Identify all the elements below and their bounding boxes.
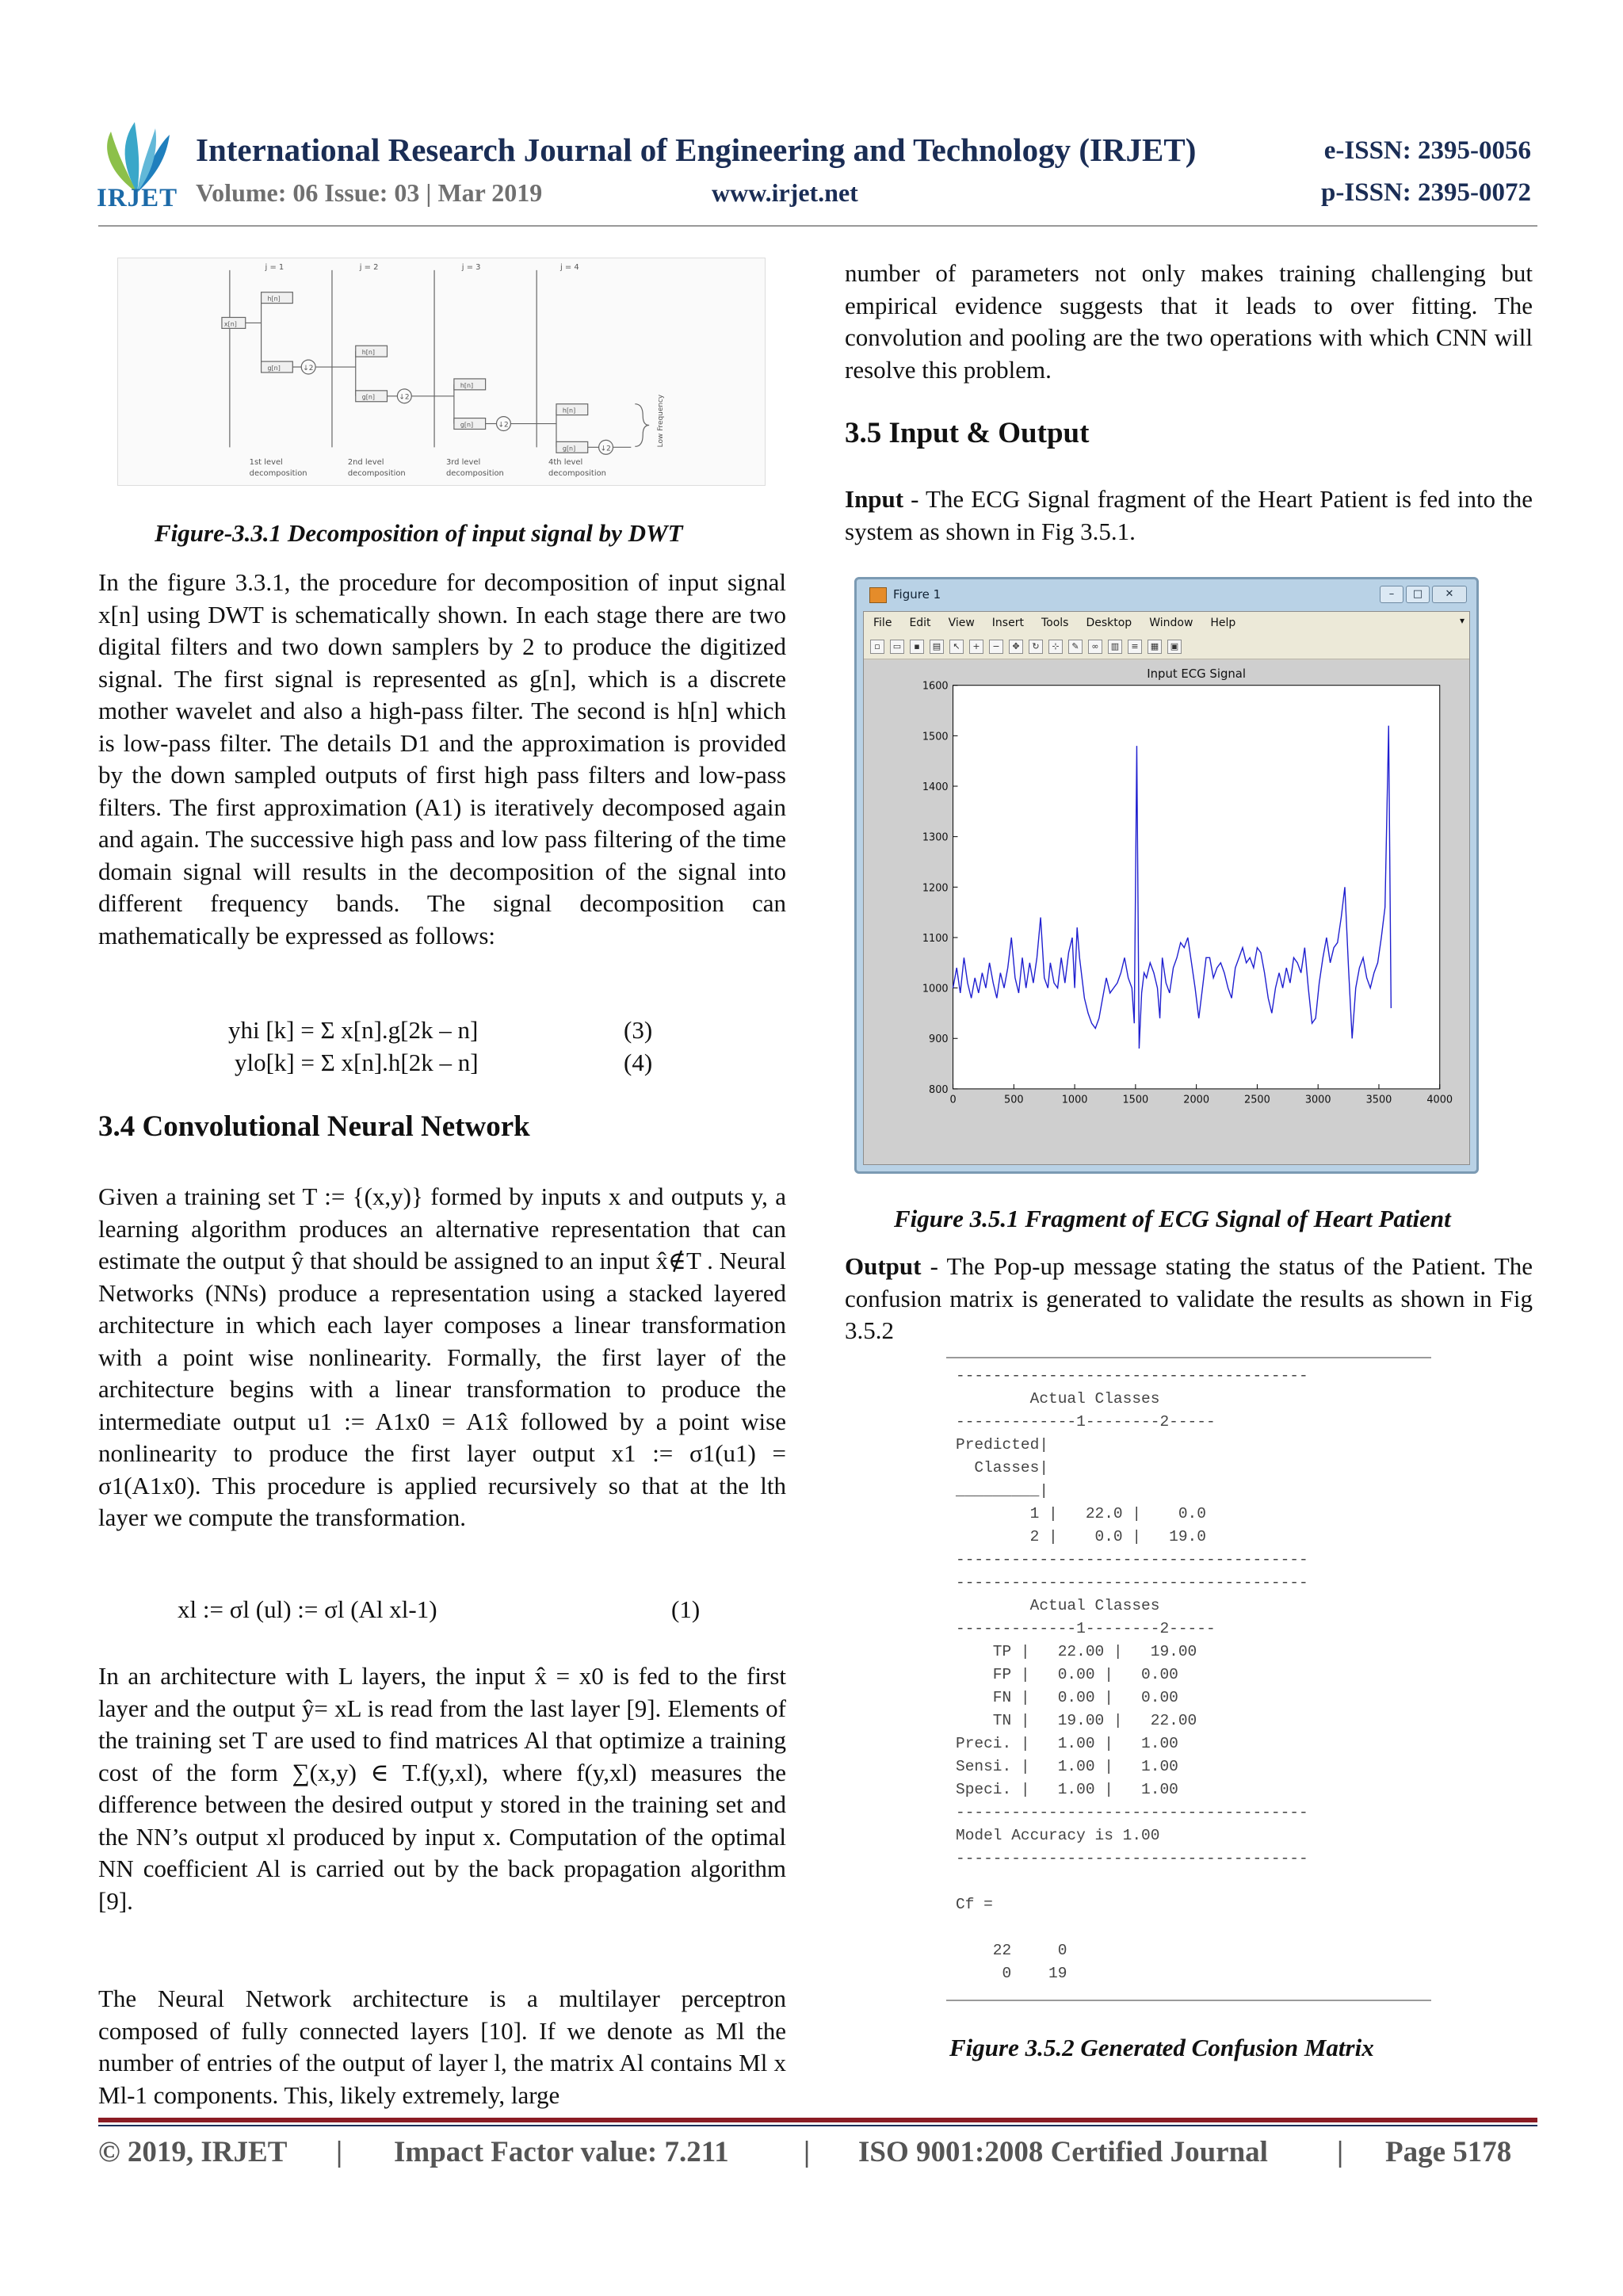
dwt-down3: ↓2 [498, 421, 509, 430]
figure-351-caption: Figure 3.5.1 Fragment of ECG Signal of Heart Patient [894, 1205, 1451, 1232]
dwt-label-j2: j = 2 [359, 262, 379, 272]
footer-page-number: Page 5178 [1385, 2136, 1512, 2168]
paragraph-dwt: In the figure 3.3.1, the procedure for decomposition of input signal x[n] using DWT is schematically shown. In each stage there are two digital filters and two down samplers by 2 to produce the digitized signal. The first signal is represented as g[n], which is a discrete mother wavelet and also a high-pass filter. The second is h[n] which is low-pass filter. The details D1 and the approximation is provided by the down sampled outputs of first high pass filters and low-pass filters. The first approximation (A1) is iteratively decomposed again and again. The successive high pass and low pass filtering of the time domain signal will results in the decomposition of the signal into different frequency bands. The signal decomposition can mathematically be expressed as follows: [98, 568, 786, 949]
menu-bar [864, 612, 1469, 634]
section-heading-3-4: 3.4 Convolutional Neural Network [98, 1110, 530, 1143]
new-figure-icon[interactable]: ▫ [870, 640, 884, 654]
x-tick-label: 3500 [1365, 1094, 1392, 1106]
footer-separator-1: | [336, 2136, 343, 2168]
figure-352-caption: Figure 3.5.2 Generated Confusion Matrix [949, 2034, 1374, 2061]
dwt-decomp1: decomposition [249, 469, 307, 479]
dwt-decomp3: decomposition [445, 469, 504, 479]
rotate-icon[interactable]: ↻ [1029, 640, 1043, 654]
print-icon[interactable]: ▤ [930, 640, 944, 654]
matlab-figure-window [854, 577, 1479, 1174]
dwt-label-hn3: h[n] [460, 381, 474, 389]
dwt-level4: 4th level [548, 458, 583, 468]
input-label: Input [845, 485, 904, 513]
show-tools-icon[interactable]: ▣ [1167, 640, 1182, 654]
paragraph-architecture: In an architecture with L layers, the input x̂ = x0 is fed to the first layer and the output ŷ= xL is read from the last layer [9]. Elements of the training set T are used to find matrices Al that optimize a training cost of the form ∑(x,y) ∈ T.f(y,xl), where f(y,xl) measures the difference between the desired output y stored in the training set and the NN’s output xl produced by input x. Computation of the optimal NN coefficient Al is carried out by the back propagation algorithm [9]. [98, 1662, 786, 1915]
minimize-icon[interactable]: – [1380, 586, 1403, 603]
footer-rule-red [98, 2118, 1537, 2122]
footer-separator-2: | [804, 2136, 811, 2168]
y-tick-label: 1200 [922, 882, 949, 895]
menu-file[interactable]: File [873, 617, 892, 629]
y-tick-label: 1500 [922, 731, 949, 743]
hide-tools-icon[interactable]: ▦ [1148, 640, 1162, 654]
paragraph-parameters: number of parameters not only makes training challenging but empirical evidence suggests that it leads to over fitting. The convolution and pooling are the two operations with which CNN will resolve this problem. [845, 259, 1533, 384]
logo-text: IRJET [97, 184, 178, 212]
zoom-out-icon[interactable]: − [989, 640, 1003, 654]
dwt-low-frequency: Low Frequency [657, 394, 666, 448]
save-icon[interactable]: ▪ [910, 640, 924, 654]
chart-title: Input ECG Signal [1147, 666, 1247, 681]
menu-edit[interactable]: Edit [909, 617, 931, 629]
menu-help[interactable]: Help [1210, 617, 1236, 629]
y-tick-label: 1300 [922, 831, 949, 844]
window-title: Figure 1 [893, 587, 941, 602]
section-heading-3-5: 3.5 Input & Output [845, 417, 1090, 449]
y-tick-label: 800 [929, 1083, 949, 1096]
equation-1: xl := σl (ul) := σl (Al xl-1) [178, 1595, 437, 1623]
menu-desktop[interactable]: Desktop [1086, 617, 1132, 629]
dwt-decomposition-diagram [117, 258, 766, 486]
toolbar [864, 634, 1469, 659]
input-text: - The ECG Signal fragment of the Heart Patient is fed into the system as shown in Fig 3.5.1. [845, 485, 1533, 545]
equation-4: ylo[k] = Σ x[n].h[2k – n] [235, 1049, 479, 1076]
output-text: - The Pop-up message stating the status of the Patient. The confusion matrix is generated to validate the results as shown in Fig 3.5.2 [845, 1252, 1533, 1344]
p-issn: p-ISSN: 2395-0072 [1321, 178, 1531, 207]
dwt-down1: ↓2 [303, 365, 314, 373]
paragraph-input [845, 483, 1533, 548]
footer-iso: ISO 9001:2008 Certified Journal [858, 2136, 1268, 2168]
dwt-decomp4: decomposition [548, 469, 606, 479]
data-cursor-icon[interactable]: ⊹ [1048, 640, 1063, 654]
legend-icon[interactable]: ≡ [1128, 640, 1142, 654]
equation-3: yhi [k] = Σ x[n].g[2k – n] [228, 1016, 479, 1044]
ecg-chart [864, 660, 1469, 1164]
dwt-label-j1: j = 1 [265, 262, 285, 272]
equation-3-number: (3) [624, 1016, 653, 1044]
edit-plot-icon[interactable]: ↖ [949, 640, 964, 654]
x-tick-label: 1500 [1122, 1094, 1149, 1106]
dwt-label-hn: h[n] [267, 295, 281, 303]
pan-icon[interactable]: ✥ [1009, 640, 1023, 654]
footer-rule-blue [98, 2125, 1537, 2126]
dwt-down2: ↓2 [399, 393, 410, 402]
dwt-label-gn3: g[n] [460, 421, 474, 429]
x-tick-label: 4000 [1426, 1094, 1453, 1106]
window-titlebar[interactable] [865, 584, 1468, 608]
dwt-decomp2: decomposition [347, 469, 406, 479]
header-rule [98, 225, 1537, 227]
y-tick-label: 1400 [922, 781, 949, 793]
dwt-label-j4: j = 4 [559, 262, 579, 272]
dwt-level2: 2nd level [347, 458, 384, 468]
dwt-label-j3: j = 3 [461, 262, 481, 272]
close-icon[interactable]: ✕ [1432, 586, 1467, 603]
dwt-down4: ↓2 [600, 445, 611, 453]
axes-box [953, 686, 1440, 1089]
journal-title: International Research Journal of Engineering and Technology (IRJET) [196, 132, 1197, 168]
menu-window[interactable]: Window [1149, 617, 1193, 629]
dwt-level1: 1st level [249, 458, 283, 468]
equation-1-number: (1) [671, 1595, 701, 1623]
confusion-matrix-text: -------------------------------------- Actual Classes -------------1--------2----- Predicted| Classes| _________| 1 | 22.0 | 0.0 2 | 0.0 | 19.0 -------------------------------------- -------------------------------------- Actual Classes -------------1--------2----- TP | 22.00 | 19.00 FP | 0.00 | 0.00 FN | 0.00 | 0.00 TN | 19.00 | 22.00 Preci. | 1.00 | 1.00 Sensi. | 1.00 | 1.00 Speci. | 1.00 | 1.00 -------------------------------------- Model Accuracy is 1.00 -------------------------------------- Cf = 22 0 0 19 [956, 1367, 1308, 1982]
zoom-in-icon[interactable]: + [969, 640, 983, 654]
colorbar-icon[interactable]: ▥ [1108, 640, 1122, 654]
y-tick-label: 900 [929, 1033, 949, 1046]
x-tick-label: 500 [1004, 1094, 1024, 1106]
menu-tools[interactable]: Tools [1041, 617, 1069, 629]
y-tick-label: 1100 [922, 932, 949, 945]
paragraph-output [845, 1251, 1533, 1347]
brush-icon[interactable]: ✎ [1068, 640, 1083, 654]
link-icon[interactable]: ∞ [1088, 640, 1102, 654]
e-issn: e-ISSN: 2395-0056 [1323, 136, 1531, 165]
dwt-label-hn2: h[n] [361, 349, 375, 357]
paragraph-mlp: The Neural Network architecture is a multilayer perceptron composed of fully connected layers [10]. If we denote as Ml the number of entries of the output of layer l, the matrix Al contains Ml x Ml-1 components. This, likely extremely, large [98, 1985, 786, 2109]
plot-area [864, 660, 1469, 1164]
x-tick-label: 2500 [1244, 1094, 1270, 1106]
footer-impact-factor: Impact Factor value: 7.211 [394, 2136, 729, 2168]
x-tick-label: 0 [949, 1094, 957, 1106]
matlab-icon [869, 587, 887, 603]
dwt-label-gn: g[n] [267, 365, 281, 372]
output-label: Output [845, 1252, 922, 1280]
confusion-matrix-printout [946, 1357, 1431, 2001]
open-file-icon[interactable]: ▭ [890, 640, 904, 654]
dwt-label-hn4: h[n] [562, 407, 576, 415]
menu-view[interactable]: View [948, 617, 975, 629]
journal-url[interactable]: www.irjet.net [712, 178, 858, 207]
footer-separator-3: | [1337, 2136, 1344, 2168]
dwt-label-xn: x[n] [223, 320, 237, 328]
paragraph-cnn: Given a training set T := {(x,y)} formed by inputs x and outputs y, a learning algorithm produces an alternative representation that can estimate the output ŷ that should be assigned to an input x̂∉T . Neural Networks (NNs) produce a representation using a stacked layered architecture in which each layer composes a linear transformation with a point wise nonlinearity. Formally, the first layer of the architecture begins with a linear transformation to produce the intermediate output u1 := A1x0 = A1x̂ followed by a point wise nonlinearity to produce the first layer output x1 := σ1(u1) = σ1(A1x0). This procedure is applied recursively so that at the lth layer we compute the transformation. [98, 1182, 786, 1531]
y-tick-label: 1000 [922, 983, 949, 995]
maximize-icon[interactable]: □ [1406, 586, 1430, 603]
y-tick-label: 1600 [922, 680, 949, 693]
footer-copyright: © 2019, IRJET [98, 2136, 288, 2168]
dwt-label-gn4: g[n] [562, 445, 576, 453]
volume-info: Volume: 06 Issue: 03 | Mar 2019 [196, 178, 543, 207]
x-tick-label: 1000 [1061, 1094, 1088, 1106]
dwt-level3: 3rd level [445, 458, 481, 468]
menu-insert[interactable]: Insert [991, 617, 1024, 629]
figure-331-caption: Figure-3.3.1 Decomposition of input signal by DWT [155, 519, 683, 547]
x-tick-label: 3000 [1304, 1094, 1331, 1106]
menu-overflow-icon[interactable]: ▾ [1459, 615, 1465, 626]
dwt-label-gn2: g[n] [361, 393, 375, 401]
equation-4-number: (4) [624, 1049, 653, 1076]
x-tick-label: 2000 [1183, 1094, 1210, 1106]
